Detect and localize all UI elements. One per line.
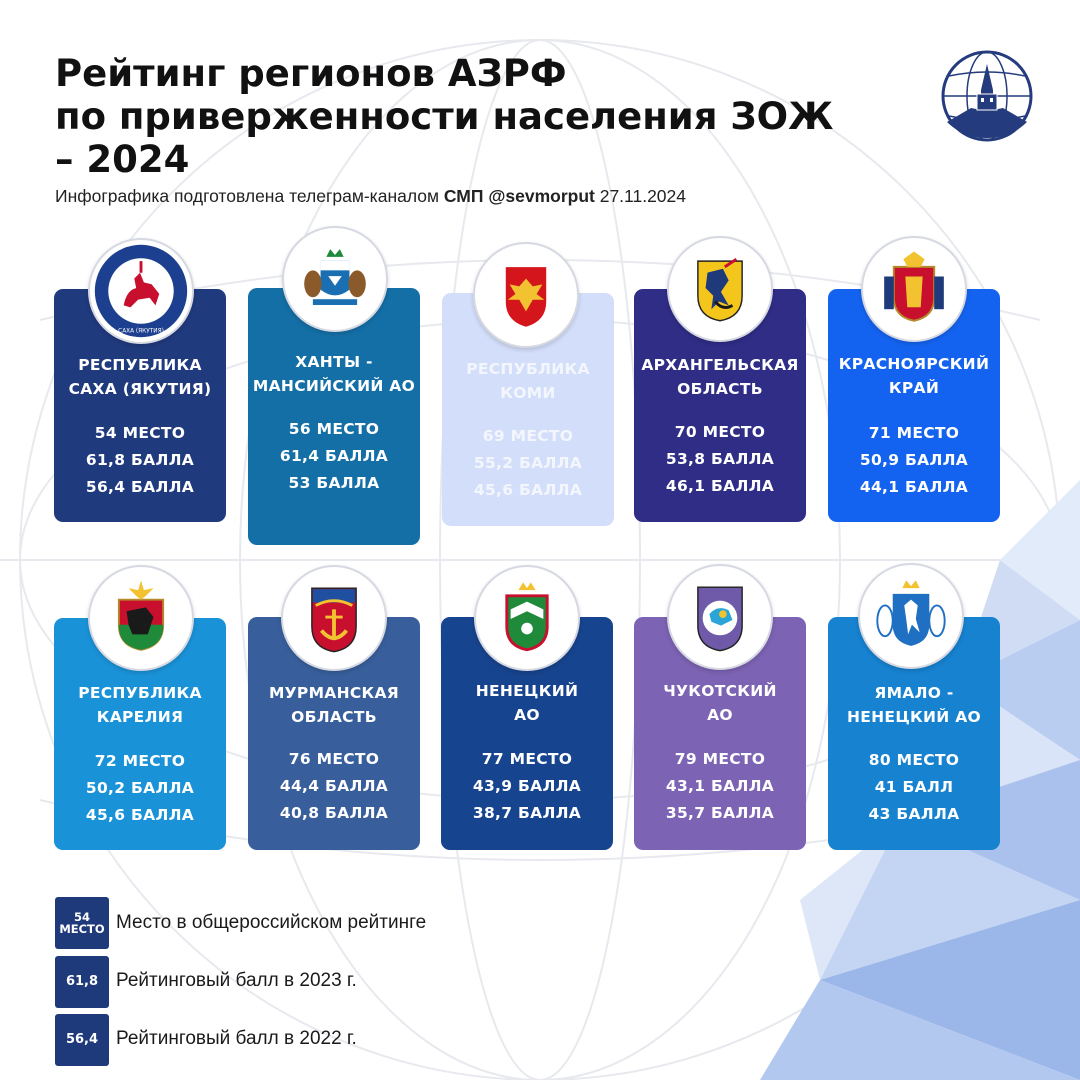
- region-score-2023: 43,9 БАЛЛА: [472, 777, 582, 795]
- region-name-line1: МУРМАНСКАЯ: [268, 684, 400, 702]
- legend-box-place: [55, 897, 109, 949]
- region-place: 72 МЕСТО: [94, 752, 186, 770]
- sakha-seal-text: САХА (ЯКУТИЯ): [118, 328, 164, 335]
- region-score-2022: 45,6 БАЛЛА: [473, 481, 583, 499]
- region-name-line1: РЕСПУБЛИКА: [78, 356, 202, 374]
- region-score-2022: 56,4 БАЛЛА: [85, 478, 195, 496]
- region-name-line1: КРАСНОЯРСКИЙ: [838, 355, 990, 373]
- region-place: 70 МЕСТО: [674, 423, 766, 441]
- sevmorput-globe-logo-icon: [941, 50, 1033, 142]
- region-score-2023: 50,2 БАЛЛА: [85, 779, 195, 797]
- region-score-2022: 38,7 БАЛЛА: [472, 804, 582, 822]
- region-name-line1: ЯМАЛО -: [874, 684, 954, 702]
- region-name-line1: ХАНТЫ -: [295, 353, 373, 371]
- region-place: 71 МЕСТО: [868, 424, 960, 442]
- title-line-1: Рейтинг регионов АЗРФ: [55, 52, 567, 95]
- region-score-2023: 44,4 БАЛЛА: [279, 777, 389, 795]
- region-name-line2: АО: [514, 706, 540, 724]
- subtitle-date: 27.11.2024: [594, 186, 687, 206]
- page-title: [55, 52, 895, 181]
- region-score-2022: 43 БАЛЛА: [868, 805, 960, 823]
- subtitle-channel: СМП @sevmorput: [443, 186, 595, 206]
- region-score-2023: 43,1 БАЛЛА: [665, 777, 775, 795]
- region-score-2022: 45,6 БАЛЛА: [85, 806, 195, 824]
- region-score-2023: 61,4 БАЛЛА: [279, 447, 389, 465]
- region-place: 54 МЕСТО: [94, 424, 186, 442]
- region-score-2023: 41 БАЛЛ: [874, 778, 954, 796]
- region-name-line1: ЧУКОТСКИЙ: [663, 682, 777, 700]
- komi-emblem-icon: [473, 242, 579, 348]
- legend-box-2022: [55, 1014, 109, 1066]
- region-place: 77 МЕСТО: [481, 750, 573, 768]
- yamal-emblem-icon: [858, 563, 964, 669]
- region-place: 79 МЕСТО: [674, 750, 766, 768]
- subtitle: [55, 186, 686, 207]
- region-name-line1: РЕСПУБЛИКА: [78, 684, 202, 702]
- region-score-2023: 61,8 БАЛЛА: [85, 451, 195, 469]
- legend-box-2023: [55, 956, 109, 1008]
- legend-box-line1: 56,4: [65, 1032, 99, 1047]
- karelia-emblem-icon: [88, 565, 194, 671]
- region-score-2022: 44,1 БАЛЛА: [859, 478, 969, 496]
- region-score-2022: 40,8 БАЛЛА: [279, 804, 389, 822]
- region-name-line2: ОБЛАСТЬ: [291, 708, 377, 726]
- legend-text-2023: Рейтинговый балл в 2023 г.: [116, 970, 357, 991]
- legend-box-line2: МЕСТО: [59, 922, 105, 936]
- region-score-2022: 35,7 БАЛЛА: [665, 804, 775, 822]
- region-name-line2: МАНСИЙСКИЙ АО: [252, 377, 416, 395]
- region-name-line2: КАРЕЛИЯ: [96, 708, 184, 726]
- region-name-line2: КРАЙ: [888, 379, 940, 397]
- region-place: 76 МЕСТО: [288, 750, 380, 768]
- region-name-line2: АО: [707, 706, 733, 724]
- murmansk-emblem-icon: [281, 565, 387, 671]
- krasnoyarsk-emblem-icon: [861, 236, 967, 342]
- region-score-2022: 46,1 БАЛЛА: [665, 477, 775, 495]
- region-score-2023: 53,8 БАЛЛА: [665, 450, 775, 468]
- chukotka-emblem-icon: [667, 564, 773, 670]
- subtitle-prefix: Инфографика подготовлена телеграм-каналом: [55, 186, 444, 206]
- arkhangelsk-emblem-icon: [667, 236, 773, 342]
- khanty-mansi-emblem-icon: [282, 226, 388, 332]
- nenets-emblem-icon: [474, 565, 580, 671]
- region-score-2023: 50,9 БАЛЛА: [859, 451, 969, 469]
- region-name-line1: РЕСПУБЛИКА: [466, 360, 590, 378]
- region-name-line2: КОМИ: [500, 384, 556, 402]
- legend-box-line1: 61,8: [65, 974, 99, 989]
- region-place: 69 МЕСТО: [482, 427, 574, 445]
- region-name-line2: НЕНЕЦКИЙ АО: [847, 708, 981, 726]
- sakha-emblem-icon: [88, 238, 194, 344]
- region-score-2022: 53 БАЛЛА: [288, 474, 380, 492]
- legend-text-place: Место в общероссийском рейтинге: [116, 912, 427, 933]
- title-line-3: – 2024: [55, 138, 190, 181]
- region-name-line2: ОБЛАСТЬ: [677, 380, 763, 398]
- title-line-2: по приверженности населения ЗОЖ: [55, 95, 834, 138]
- region-place: 80 МЕСТО: [868, 751, 960, 769]
- region-name-line1: АРХАНГЕЛЬСКАЯ: [641, 356, 799, 374]
- legend-box-line1: 54: [73, 910, 90, 924]
- legend-text-2022: Рейтинговый балл в 2022 г.: [116, 1028, 357, 1049]
- region-name-line1: НЕНЕЦКИЙ: [475, 682, 579, 700]
- region-name-line2: САХА (ЯКУТИЯ): [68, 380, 212, 398]
- region-score-2023: 55,2 БАЛЛА: [473, 454, 583, 472]
- region-place: 56 МЕСТО: [288, 420, 380, 438]
